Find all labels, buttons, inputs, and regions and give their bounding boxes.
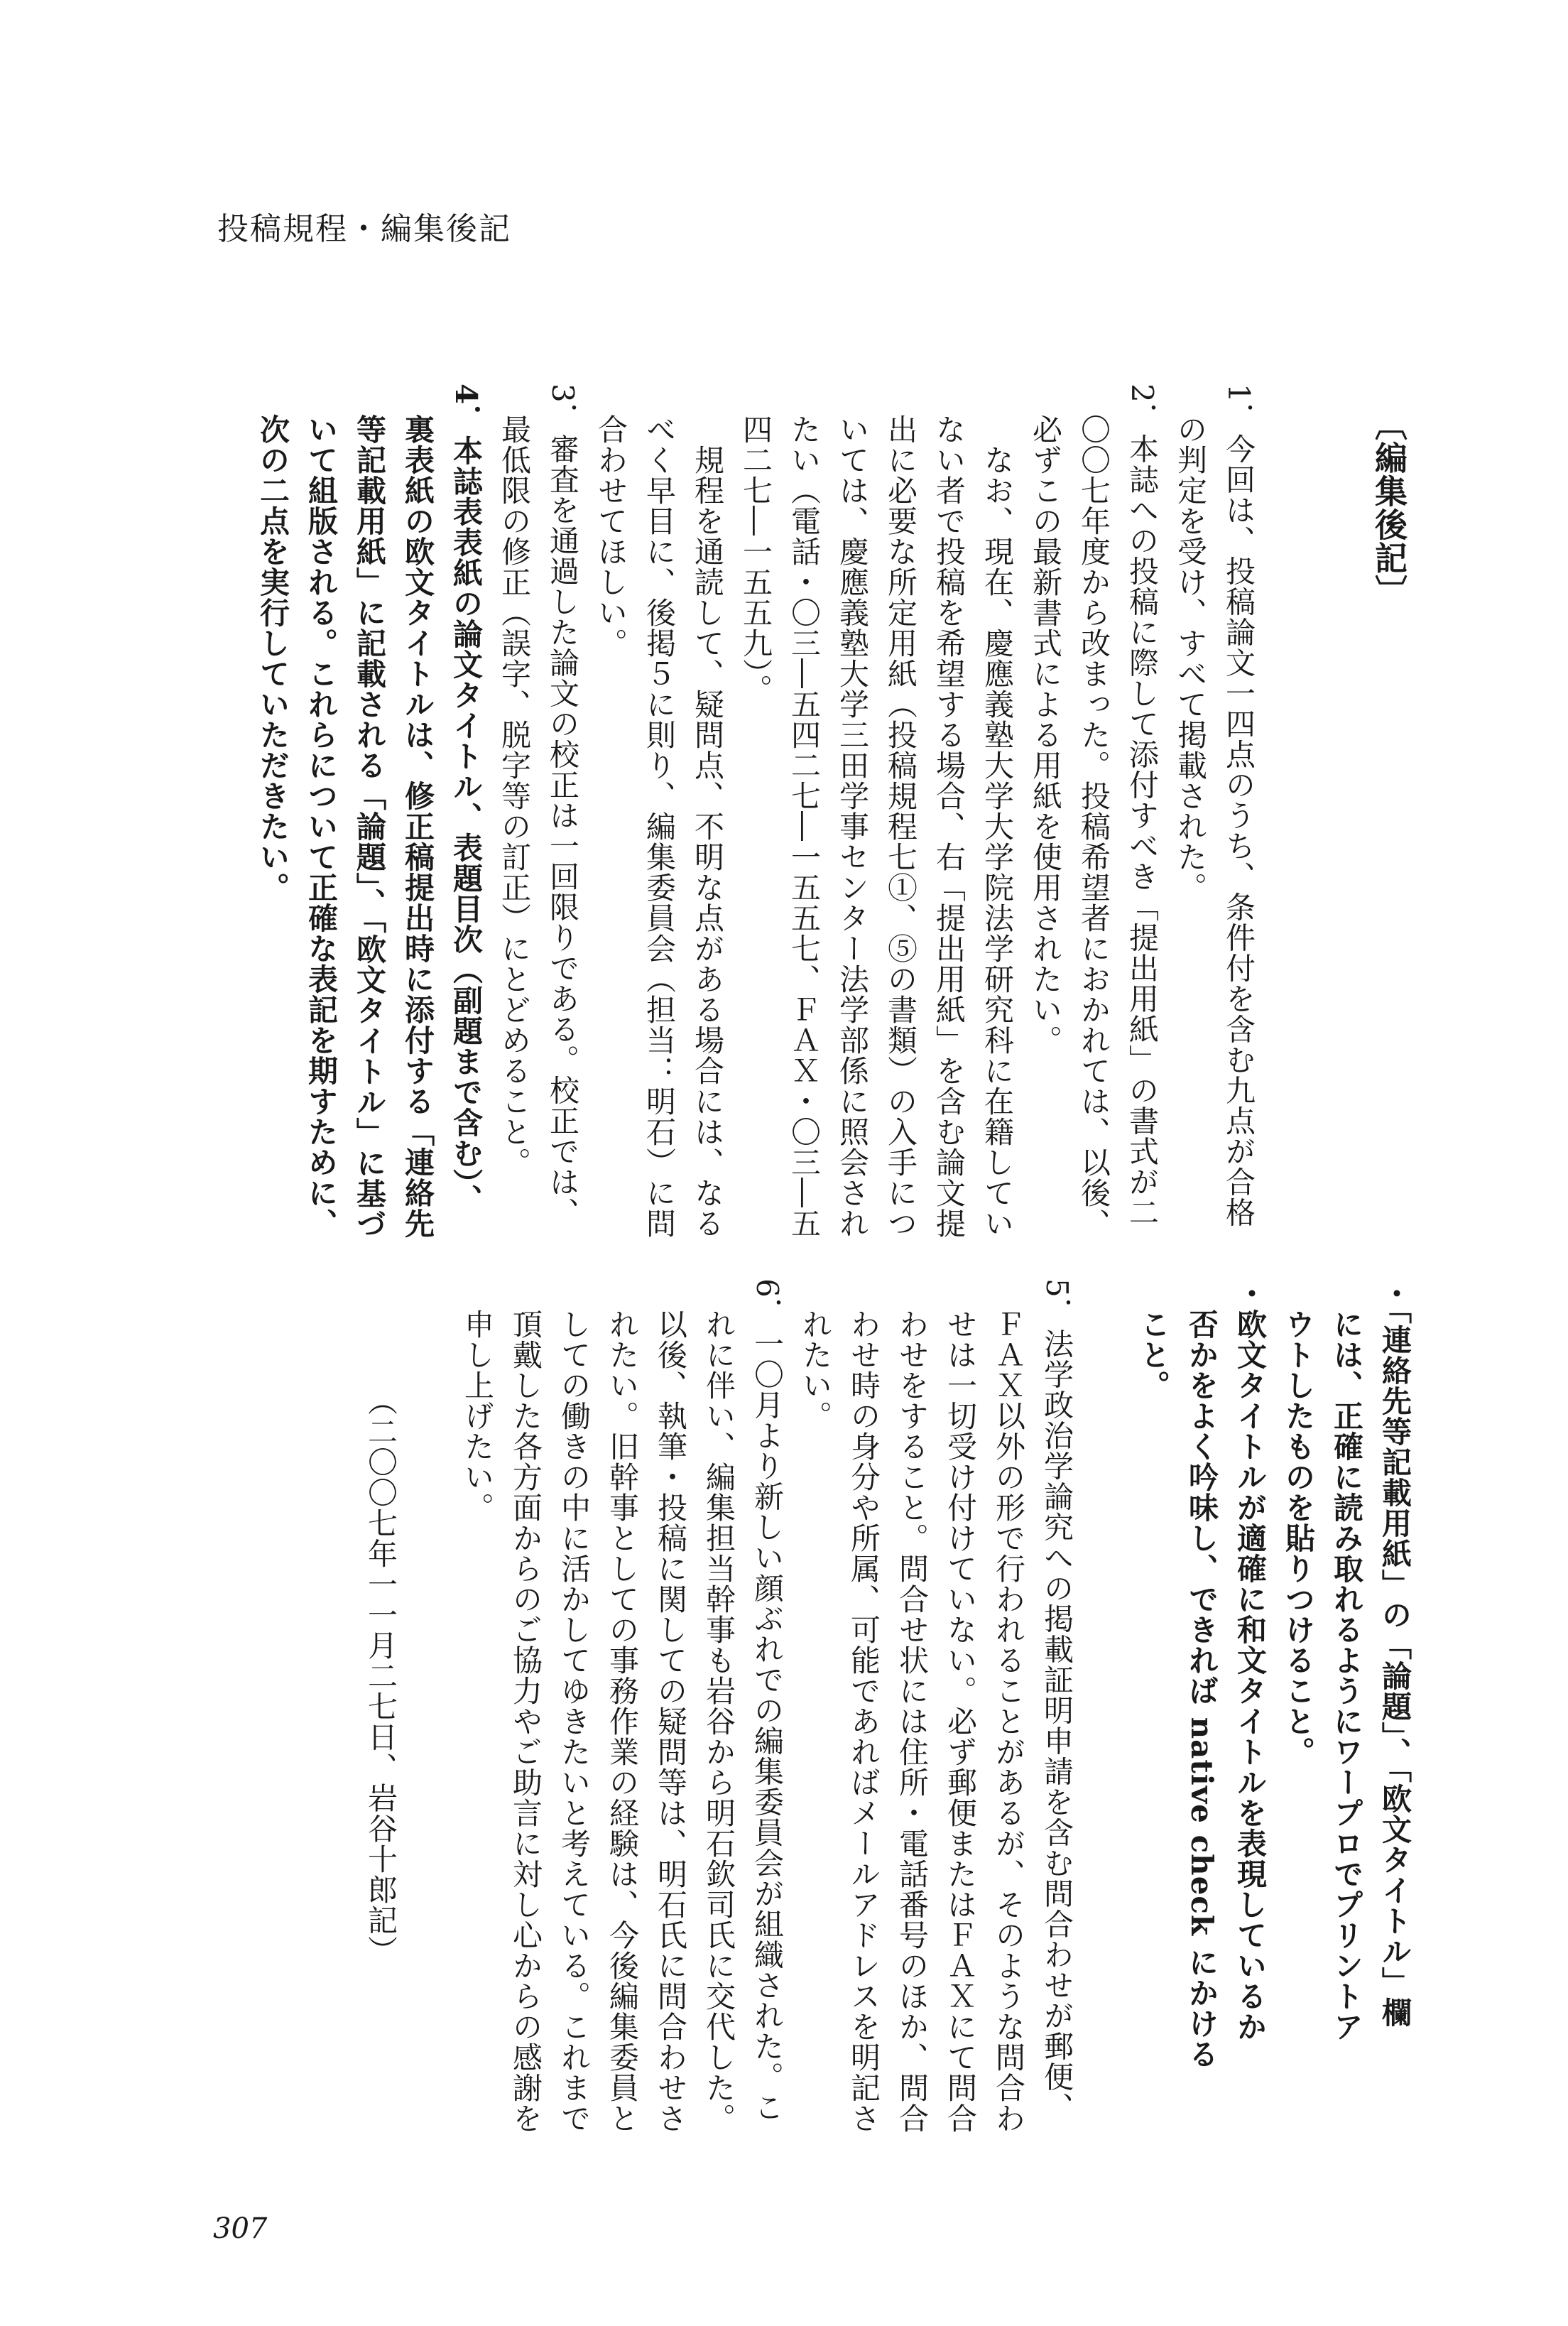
text-line: 6．一〇月より新しい顔ぶれでの編集委員会が組織された。こ bbox=[750, 1278, 785, 2123]
text-line: わせ時の身分や所属、可能であればメールアドレスを明記さ bbox=[846, 1278, 881, 2134]
text-line: いて組版される。これらについて正確な表記を期すために、 bbox=[304, 384, 339, 1239]
text-line: れたい。 bbox=[798, 1278, 833, 1431]
text-line: なお、現在、慶應義塾大学大学院法学研究科に在籍してい bbox=[980, 384, 1015, 1239]
text-line: 最低限の修正（誤字、脱字等の訂正）にとどめること。 bbox=[497, 384, 532, 1178]
text-line: せは一切受け付けていない。必ず郵便またはＦＡＸにて問合 bbox=[943, 1278, 978, 2134]
text-line: には、正確に読み取れるようにワープロでプリントア bbox=[1329, 1278, 1364, 2042]
text-line: いては、慶應義塾大学三田学事センター法学部係に照会され bbox=[835, 384, 870, 1239]
section-title-text: 〔編集後記〕 bbox=[1370, 408, 1408, 608]
text-line: 次の二点を実行していただきたい。 bbox=[256, 384, 290, 903]
lower-column bbox=[356, 1278, 1419, 2134]
text-line: れたい。旧幹事としての事務作業の経験は、今後編集委員と bbox=[605, 1278, 640, 2134]
text-line: 合わせてほしい。 bbox=[594, 384, 628, 658]
text-line: れに伴い、編集担当幹事も岩谷から明石欽司氏に交代した。 bbox=[702, 1278, 736, 2134]
text-line: 2．本誌への投稿に際して添付すべき「提出用紙」の書式が二 bbox=[1125, 384, 1160, 1228]
page-number: 307 bbox=[213, 2212, 268, 2245]
text-line: ・欧文タイトルが適確に和文タイトルを表現しているか bbox=[1233, 1278, 1268, 2042]
text-line: 頂戴した各方面からのご協力やご助言に対し心からの感謝を bbox=[508, 1278, 543, 2134]
text-line bbox=[1081, 1278, 1129, 2074]
text-line: 等記載用紙」に記載される「論題」、「欧文タイトル」に基づ bbox=[352, 384, 387, 1239]
text-line: ない者で投稿を希望する場合、右「提出用紙」を含む論文提 bbox=[932, 384, 967, 1239]
text-line: 裏表紙の欧文タイトルは、修正稿提出時に添付する「連絡先 bbox=[401, 384, 435, 1239]
text-line: しての働きの中に活かしてゆきたいと考えている。これまで bbox=[557, 1278, 592, 2134]
text-line: 3．審査を通過した論文の校正は一回限りである。校正では、 bbox=[545, 384, 580, 1228]
text-line: の判定を受け、すべて掲載された。 bbox=[1173, 384, 1208, 903]
text-line: たい（電話・〇三―五四二七―一五五七、ＦＡＸ・〇三―五 bbox=[787, 384, 822, 1239]
text-line: こと。 bbox=[1136, 1278, 1171, 1401]
text-line: 〇〇七年度から改まった。投稿希望者におかれては、以後、 bbox=[1077, 384, 1111, 1239]
section-title bbox=[1365, 408, 1413, 616]
text-line: 申し上げたい。 bbox=[460, 1278, 495, 1523]
text-line: （二〇〇七年一一月二七日、岩谷十郎記） bbox=[364, 1278, 398, 1966]
upper-column bbox=[249, 384, 1263, 1239]
text-line bbox=[405, 1278, 453, 2074]
text-line: べく早目に、後掲５に則り、編集委員会（担当：明石）に問 bbox=[642, 384, 677, 1239]
text-line: 1．今回は、投稿論文一四点のうち、条件付を含む九点が合格 bbox=[1221, 384, 1256, 1228]
text-line: ウトしたものを貼りつけること。 bbox=[1281, 1278, 1316, 1767]
text-line: 出に必要な所定用紙（投稿規程七①、⑤の書類）の入手につ bbox=[883, 384, 918, 1239]
text-line: 5．法学政治学論究への掲載証明申請を含む問合わせが郵便、 bbox=[1040, 1278, 1074, 2123]
text-line: わせをすること。問合せ状には住所・電話番号のほか、問合 bbox=[895, 1278, 930, 2134]
text-line: 四二七―一五五九）。 bbox=[739, 384, 773, 705]
text-line: 以後、執筆・投稿に関しての疑問等は、明石氏に問合わせさ bbox=[653, 1278, 688, 2134]
text-line: 4．本誌表表紙の論文タイトル、表題目次（副題まで含む）、 bbox=[449, 384, 484, 1215]
text-line: 規程を通読して、疑問点、不明な点がある場合には、なる bbox=[690, 384, 725, 1239]
running-header: 投稿規程・編集後記 bbox=[217, 211, 511, 247]
text-line: 必ずこの最新書式による用紙を使用されたい。 bbox=[1028, 384, 1063, 1055]
text-line: ＦＡＸ以外の形で行われることがあるが、そのような問合わ bbox=[991, 1278, 1026, 2134]
text-line: ・「連絡先等記載用紙」の「論題」、「欧文タイトル」欄 bbox=[1378, 1278, 1412, 2028]
text-line: 否かをよく吟味し、できれば native check にかける bbox=[1185, 1278, 1219, 2070]
